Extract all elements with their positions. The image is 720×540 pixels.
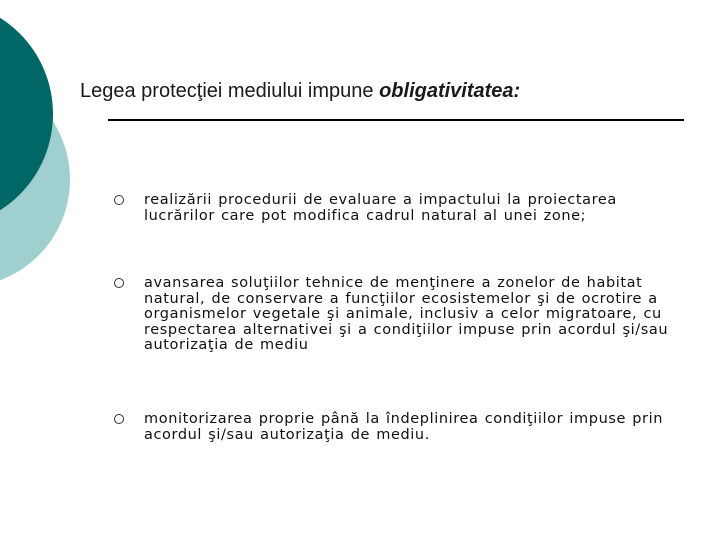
title-emphasis: obligativitatea:	[379, 80, 521, 102]
bullet-text: monitorizarea proprie până la îndeplinirea condiţiilor impuse prin acordul şi/sau autorizaţia de mediu.	[144, 411, 664, 443]
title-prefix: Legea protecţiei mediului impune	[80, 80, 380, 102]
hollow-circle-bullet-icon	[114, 278, 124, 288]
bullet-text: realizării procedurii de evaluare a impactului la proiectarea lucrărilor care pot modifica cadrul natural al unei zone;	[144, 192, 617, 224]
bullet-item	[114, 276, 684, 354]
bullet-item	[114, 412, 684, 443]
slide-title	[80, 80, 520, 103]
hollow-circle-bullet-icon	[114, 414, 124, 424]
title-divider	[108, 119, 684, 121]
hollow-circle-bullet-icon	[114, 195, 124, 205]
bullet-text: avansarea soluţiilor tehnice de menţinere a zonelor de habitat natural, de conservare a funcţiilor ecosistemelor şi de ocrotire a organismelor vegetale şi animale, inclusiv a celor migratoare, cu respectarea alternativei şi a condiţiilor impuse prin acordul şi/sau autorizaţia de mediu	[144, 275, 669, 353]
bullet-item	[114, 193, 684, 224]
